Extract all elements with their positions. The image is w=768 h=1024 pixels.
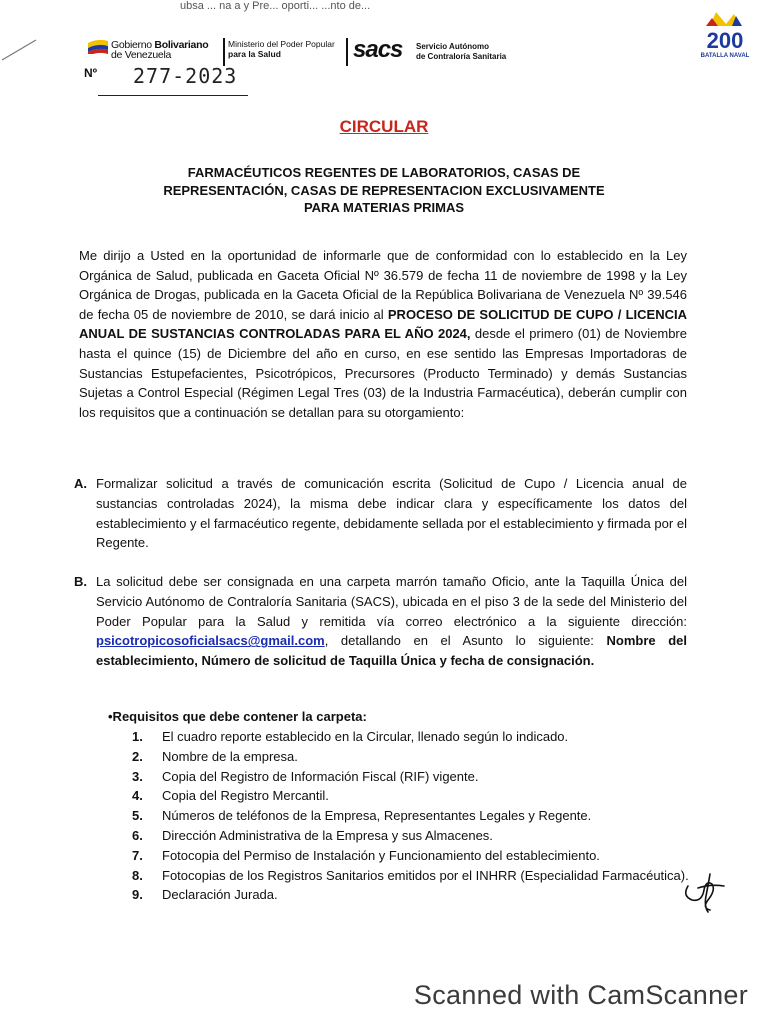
list-item-number: 4. xyxy=(132,788,143,804)
list-item xyxy=(128,727,698,747)
intro-bold: PROCESO DE SOLICITUD DE CUPO / LICENCIA ANUAL DE SUSTANCIAS CONTROLADAS PARA EL AÑO 2024, xyxy=(79,306,688,342)
item-a-label: A. xyxy=(74,476,87,491)
subject-line2: REPRESENTACIÓN, CASAS DE REPRESENTACION EXCLUSIVAMENTE xyxy=(163,182,605,198)
list-item-number: 5. xyxy=(132,808,143,824)
sacs-name-line2: de Contraloría Sanitaria xyxy=(416,51,507,61)
list-item-number: 1. xyxy=(132,729,143,744)
gobierno-line1-b: Bolivariano xyxy=(154,39,209,51)
header-divider xyxy=(223,38,225,66)
camscanner-watermark: Scanned with CamScanner xyxy=(413,980,748,1010)
list-item xyxy=(128,866,698,886)
list-item xyxy=(128,806,698,826)
ministerio-text xyxy=(228,39,335,59)
gobierno-bolivariano-text xyxy=(111,40,208,60)
list-item-text: El cuadro reporte establecido en la Circular, llenado según lo indicado. xyxy=(162,729,569,744)
list-item-text: Dirección Administrativa de la Empresa y sus Almacenes. xyxy=(162,827,493,843)
gobierno-line1-a: Gobierno xyxy=(111,39,155,51)
item-b-text1: La solicitud debe ser consignada en una carpeta marrón tamaño Oficio, ante la Taquilla Única del Servicio Autónomo de Contraloría Sanitaria (SACS), ubicada en el piso 3 de la sede del Ministerio del Poder Popular para la Salud y remitida vía correo electrónico a la siguiente dirección: xyxy=(96,574,687,629)
intro-paragraph xyxy=(79,246,687,422)
item-a-text: Formalizar solicitud a través de comunicación escrita (Solicitud de Cupo / Licencia anual de sustancias controladas 2024), la misma debe indicar clara y específicamente los datos del establecimiento y el farmacéutico regente, debidamente sellada por el establecimiento y firmada por el Regente. xyxy=(96,476,687,551)
gobierno-line2: de Venezuela xyxy=(111,49,172,61)
item-b xyxy=(74,572,687,671)
item-a xyxy=(74,474,687,553)
intro-text-b: desde el primero (01) de Noviembre hasta el quince (15) de Diciembre del año en curso, en ese sentido las Empresas Importadoras de Sustancias Estupefacientes, Psicotrópicos, Precursores (Producto Terminado) y demás Sustancias Sujetas a Control Especial (Régimen Legal Tres (03) de la Industria Farmacéutica), deberán cumplir con los requisitos que a continuación se detallan para su otorgamiento: xyxy=(79,326,687,420)
page-title: CIRCULAR xyxy=(339,117,429,136)
sacs-logo: sacs xyxy=(353,36,403,63)
batalla-logo-caption: BATALLA NAVAL xyxy=(700,53,750,59)
number-underline xyxy=(98,95,248,96)
list-item xyxy=(128,826,698,846)
list-item-text: Copia del Registro de Información Fiscal (RIF) vigente. xyxy=(162,768,479,784)
circular-number: 277-2023 xyxy=(133,64,238,88)
list-item-number: 7. xyxy=(132,847,143,863)
handwritten-initials xyxy=(680,866,730,916)
top-scribble-text: ubsa ... na a y Pre... oporti... ...nto de... xyxy=(180,0,371,12)
sacs-name-line1: Servicio Autónomo xyxy=(416,42,490,51)
item-b-bold: Nombre del establecimiento, Número de solicitud de Taquilla Única y fecha de consignación. xyxy=(96,633,688,669)
list-item-text: Copia del Registro Mercantil. xyxy=(162,788,329,804)
ministerio-line2: para la Salud xyxy=(228,49,281,59)
requirements-heading: •Requisitos que debe contener la carpeta: xyxy=(108,709,367,724)
venezuela-flag-icon xyxy=(88,38,108,54)
list-item-text: Fotocopias de los Registros Sanitarios emitidos por el INHRR (Especialidad Farmacéutica). xyxy=(162,867,689,883)
subject-line3: PARA MATERIAS PRIMAS xyxy=(303,200,465,215)
intro-text-a: Me dirijo a Usted en la oportunidad de informarle que de conformidad con lo establecido en la Ley Orgánica de Salud, publicada en Gaceta Oficial Nº 36.579 de fecha 11 de noviembre de 1998 y la Ley Orgánica de Drogas, publicada en la Gaceta Oficial de la República Bolivariana de Venezuela Nº 39.546 de fecha 05 de noviembre de 2010, se dará inicio al xyxy=(79,248,687,322)
batalla-naval-200-logo xyxy=(696,10,754,66)
list-item-text: Números de teléfonos de la Empresa, Representantes Legales y Regente. xyxy=(162,808,592,824)
item-b-label: B. xyxy=(74,574,87,589)
item-b-text xyxy=(96,572,687,671)
list-item-number: 3. xyxy=(132,768,143,784)
pencil-mark xyxy=(0,28,40,68)
item-b-text2: , detallando en el Asunto lo siguiente: xyxy=(324,633,607,649)
list-item xyxy=(128,747,698,767)
subject-line1: FARMACÉUTICOS REGENTES DE LABORATORIOS, CASAS DE xyxy=(187,165,581,180)
list-item-text: Nombre de la empresa. xyxy=(162,748,298,764)
subject-heading xyxy=(100,164,668,217)
list-item-text: Fotocopia del Permiso de Instalación y Funcionamiento del establecimiento. xyxy=(162,847,600,863)
sacs-name-text xyxy=(416,42,506,61)
list-item-number: 2. xyxy=(132,748,143,764)
number-label: Nº xyxy=(84,66,98,80)
list-item-text: Declaración Jurada. xyxy=(162,887,278,903)
batalla-logo-number: 200 xyxy=(706,28,744,53)
list-item xyxy=(128,885,698,905)
ministerio-line1: Ministerio del Poder Popular xyxy=(228,39,335,49)
list-item-number: 6. xyxy=(132,827,143,843)
list-item xyxy=(128,786,698,806)
header-divider xyxy=(346,38,348,66)
list-item xyxy=(128,846,698,866)
list-item-number: 9. xyxy=(132,887,143,903)
list-item xyxy=(128,767,698,787)
email-link[interactable]: psicotropicosoficialsacs@gmail.com xyxy=(96,633,325,649)
list-item-number: 8. xyxy=(132,867,143,883)
requirements-list xyxy=(128,727,698,905)
